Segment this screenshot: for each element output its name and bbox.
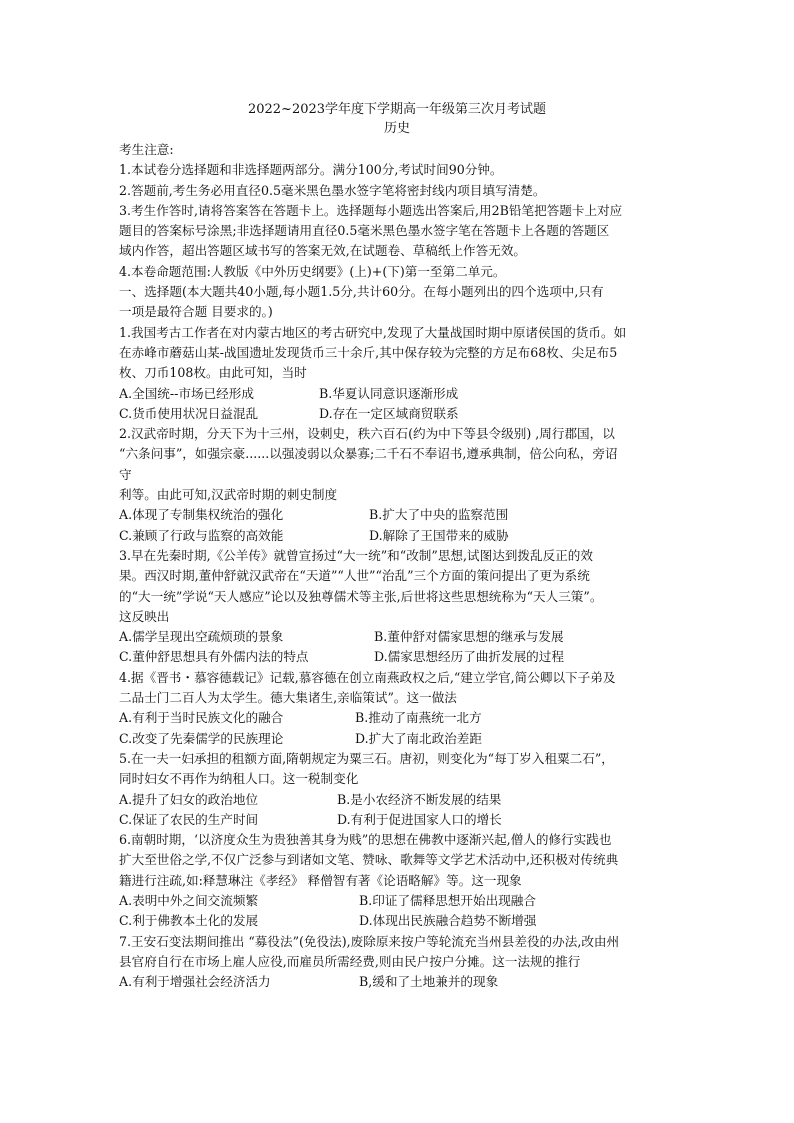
question-7-options	[119, 972, 679, 992]
question-4-options	[119, 708, 679, 728]
notice-item: 4.本卷命题范围:人教版《中外历史纲要》(上)+(下)第一至第二单元。	[119, 263, 506, 279]
question-1-stem: 在赤峰市蘑菇山某-战国遗址发现货币三十余斤,其中保存较为完整的方足布68枚、尖足布5	[119, 344, 618, 360]
question-2-stem: 利等。由此可知,汉武帝时期的刺史制度	[119, 487, 338, 503]
question-1-stem: 枚、刀币108枚。由此可知，当时	[119, 365, 307, 381]
option-a: A.有利于增强社会经济活力	[119, 974, 271, 990]
question-3-stem: 3.早在先秦时期,《公羊传》就曾宣扬过“大一统”和“改制”思想,试图达到拨乱反正的效	[119, 547, 593, 563]
question-2-stem: “六条问事”，如强宗豪......以强凌弱以众暴寡;二千石不奉诏书,遵承典制，倍公向私，旁诏	[119, 446, 618, 462]
option-c: C.利于佛教本土化的发展	[119, 913, 259, 929]
question-2-stem: 2.汉武帝时期，分天下为十三州，设刺史，秩六百石(约为中下等县令级别) ,周行郡国，以	[119, 426, 615, 442]
notice-heading: 考生注意:	[119, 142, 174, 157]
option-b: B.扩大了中央的监察范围	[369, 507, 509, 523]
option-a: A.表明中外之间交流频繁	[119, 892, 259, 908]
question-6-stem: 6.南朝时期，‘以济度众生为贵独善其身为贱”的思想在佛教中逐渐兴起,僧人的修行实践也	[119, 832, 612, 848]
option-c: C.货币使用状况日益混乱	[119, 405, 259, 421]
option-d: D.存在一定区域商贸联系	[319, 405, 459, 421]
question-2-options	[119, 505, 679, 525]
question-4-stem: 4.据《晋书・慕容德载记》记载,慕容德在创立南燕政权之后,“建立学官,简公卿以下子弟及	[119, 669, 616, 685]
option-d: D.体现出民族融合趋势不断增强	[359, 913, 537, 929]
question-3-stem: 的“大一统”学说“天人感应”论以及独尊儒术等主张,后世将这些思想统称为“天人三策”。	[119, 588, 603, 604]
option-b: B.是小农经济不断发展的结果	[337, 791, 502, 807]
question-6-options	[119, 891, 679, 911]
question-6-options	[119, 911, 679, 931]
option-d: D.有利于促进国家人口的增长	[337, 811, 502, 827]
notice-item: 1.本试卷分选择题和非选择题两部分。满分100分,考试时间90分钟。	[119, 162, 503, 178]
question-3-options	[119, 647, 679, 667]
notice-item: 2.答题前,考生务必用直径0.5毫米黑色墨水签字笔将密封线内项目填写清楚。	[119, 182, 546, 198]
option-c: C.改变了先秦儒学的民族理论	[119, 730, 284, 746]
question-2-options	[119, 526, 679, 546]
option-b: B.华夏认同意识逐渐形成	[319, 385, 459, 401]
question-7-stem: 7.王安石变法期间推出 “募役法”(免役法),废除原来按户等轮流充当州县差役的办法,改由州	[119, 933, 620, 949]
option-c: C.董仲舒思想具有外儒内法的特点	[119, 649, 309, 665]
question-4-stem: 二品士门二百人为太学生。德大集诸生,亲临策试”。这一做法	[119, 690, 457, 706]
section-heading: 一项是最符合题 目要求的。)	[119, 304, 273, 320]
exam-title: 2022~2023学年度下学期高一年级第三次月考试题	[247, 102, 547, 117]
option-b: B.董仲舒对儒家思想的继承与发展	[374, 629, 564, 645]
question-5-options	[119, 790, 679, 810]
exam-subject: 历史	[383, 121, 410, 136]
question-5-stem: 同时妇女不再作为纳租人口。这一税制变化	[119, 771, 359, 787]
notice-item: 域内作答，超出答题区域书写的答案无效,在试题卷、草稿纸上作答无效。	[119, 243, 527, 259]
section-heading: 一、选择题(本大题共40小题,每小题1.5分,共计60分。在每小题列出的四个选项中,只有	[119, 284, 604, 300]
option-d: D.扩大了南北政治差距	[355, 730, 482, 746]
question-3-options	[119, 627, 679, 647]
question-1-options	[119, 404, 679, 424]
notice-item: 3.考生作答时,请将答案答在答题卡上。选择题每小题选出答案后,用2B铅笔把答题卡上对应	[119, 202, 623, 218]
option-b: B.印证了儒释思想开始出现融合	[359, 892, 536, 908]
option-b: B.推动了南燕统一北方	[355, 710, 482, 726]
question-1-options	[119, 384, 679, 404]
question-3-stem: 果。西汉时期,董仲舒就汉武帝在“天道”“人世”“治乱”三个方面的策问提出了更为系统	[119, 568, 590, 584]
option-c: C.保证了农民的生产时间	[119, 811, 259, 827]
option-c: C.兼顾了行政与监察的高效能	[119, 527, 284, 543]
question-7-stem: 县官府自行在市场上雇人应役,而雇员所需经费,则由民户按户分摊。这一法规的推行	[119, 953, 581, 969]
option-a: A.有利于当时民族文化的融合	[119, 710, 284, 726]
option-b: B,缓和了土地兼并的现象	[359, 974, 499, 990]
option-d: D.解除了王国带来的威胁	[369, 527, 509, 543]
question-5-options	[119, 810, 679, 830]
question-3-stem: 这反映出	[119, 608, 170, 624]
question-6-stem: 扩大至世俗之学,不仅广泛参与到诸如文笔、赞咏、歌舞等文学艺术活动中,还积极对传统典	[119, 852, 619, 868]
question-6-stem: 籍进行注疏,如:释慧琳注《孝经》 释僧智有著《论语略解》等。这一现象	[119, 872, 522, 888]
notice-item: 题目的答案标号涂黑;非选择题请用直径0.5毫米黑色墨水签字笔在答题卡上各题的答题区	[119, 223, 610, 239]
exam-body	[119, 140, 679, 992]
question-4-options	[119, 729, 679, 749]
question-2-stem: 守	[119, 466, 132, 482]
question-1-stem: 1.我国考古工作者在对内蒙古地区的考古研究中,发现了大量战国时期中原诸侯国的货币。如	[119, 324, 627, 340]
option-a: A.提升了妇女的政治地位	[119, 791, 259, 807]
option-d: D.儒家思想经历了曲折发展的过程	[374, 649, 564, 665]
option-a: A.儒学呈现出空疏烦琐的景象	[119, 629, 284, 645]
question-5-stem: 5.在一夫一妇承担的租额方面,隋朝规定为粟三石。唐初，则变化为“每丁岁入租粟二石”，	[119, 750, 614, 766]
option-a: A.体现了专制集权统治的强化	[119, 507, 284, 523]
option-a: A.全国统--市场已经形成	[119, 385, 254, 401]
